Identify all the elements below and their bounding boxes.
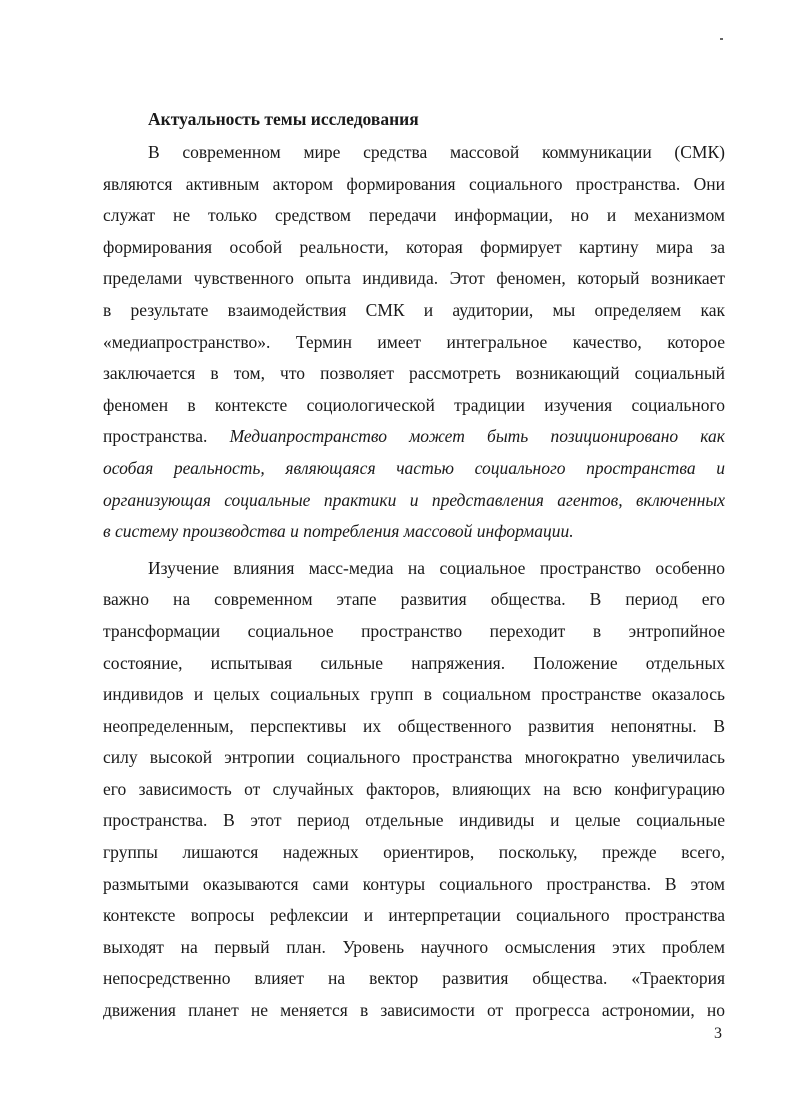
italic-run: в систему производства и потребления массовой информации. xyxy=(103,521,574,542)
text-line: индивидов и целых социальных групп в социальном пространстве оказалось xyxy=(103,684,725,705)
text-line: важно на современном этапе развития общества. В период его xyxy=(103,589,725,610)
text-line: в результате взаимодействия СМК и аудитории, мы определяем как xyxy=(103,299,725,320)
text-line: В современном мире средства массовой коммуникации (СМК) xyxy=(148,142,725,162)
text-line: состояние, испытывая сильные напряжения. Положение отдельных xyxy=(103,652,725,673)
text-line: пределами чувственного опыта индивида. Этот феномен, который возникает xyxy=(103,268,725,289)
scan-speck xyxy=(720,38,723,40)
paragraph-2 xyxy=(103,553,725,1027)
text-line-italic xyxy=(103,453,725,485)
text-line: пространства. В этот период отдельные индивиды и целые социальные xyxy=(103,810,725,831)
text-run-normal: пространства. xyxy=(103,426,208,447)
text-line: размытыми оказываются сами контуры социального пространства. В этом xyxy=(103,873,725,894)
paragraph-1 xyxy=(103,137,725,548)
text-line: контексте вопросы рефлексии и интерпретации социального пространства xyxy=(103,905,725,926)
document-body xyxy=(103,137,725,1027)
page-number: 3 xyxy=(714,1025,722,1042)
section-heading: Актуальность темы исследования xyxy=(148,109,419,129)
text-line: «медиапространство». Термин имеет интегральное качество, которое xyxy=(103,331,725,352)
text-line: непосредственно влияет на вектор развития общества. «Траектория xyxy=(103,968,725,989)
text-line: силу высокой энтропии социального пространства многократно увеличилась xyxy=(103,747,725,768)
text-line: Изучение влияния масс-медиа на социальное пространство особенно xyxy=(148,557,725,578)
text-line: являются активным актором формирования социального пространства. Они xyxy=(103,173,725,194)
text-line: его зависимость от случайных факторов, влияющих на всю конфигурацию xyxy=(103,778,725,799)
text-run-italic: Медиапространство может быть позиционировано как xyxy=(229,426,725,447)
text-line-italic xyxy=(103,516,725,548)
text-line: формирования особой реальности, которая формирует картину мира за xyxy=(103,236,725,257)
text-line: группы лишаются надежных ориентиров, поскольку, прежде всего, xyxy=(103,842,725,863)
italic-run: особая реальность, являющаяся частью социального пространства и xyxy=(103,457,725,478)
italic-run: организующая социальные практики и представления агентов, включенных xyxy=(103,489,725,510)
text-line: трансформации социальное пространство переходит в энтропийное xyxy=(103,620,725,641)
text-line: служат не только средством передачи информации, но и механизмом xyxy=(103,205,725,226)
text-line-italic xyxy=(103,485,725,517)
text-line: заключается в том, что позволяет рассмотреть возникающий социальный xyxy=(103,363,725,384)
text-line: выходят на первый план. Уровень научного осмысления этих проблем xyxy=(103,936,725,957)
text-line-mixed xyxy=(103,421,725,453)
text-line: неопределенным, перспективы их общественного развития непонятны. В xyxy=(103,715,725,736)
text-line: движения планет не меняется в зависимости от прогресса астрономии, но xyxy=(103,1000,725,1021)
text-line: феномен в контексте социологической традиции изучения социального xyxy=(103,394,725,415)
